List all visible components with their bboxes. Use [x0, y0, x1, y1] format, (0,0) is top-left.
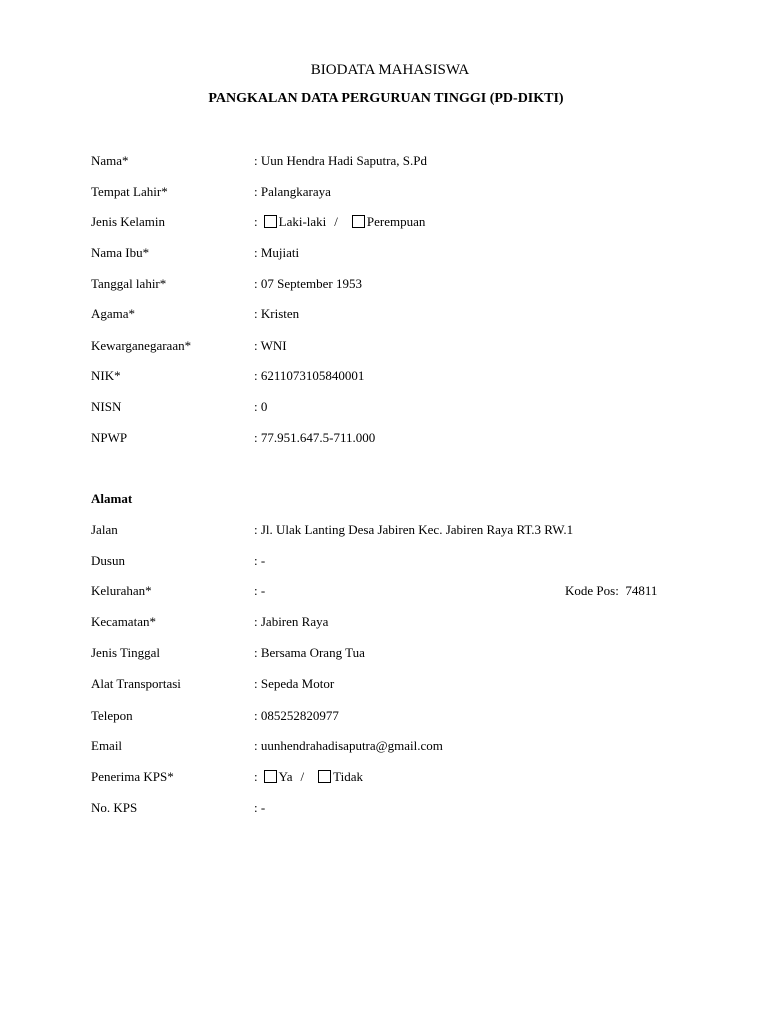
- field-value: : Jabiren Raya: [254, 614, 329, 629]
- field-label: Kewarganegaraan*: [91, 338, 192, 353]
- field-value: : 0: [254, 399, 268, 414]
- field-value: : Kristen: [254, 306, 300, 321]
- laki-laki-label: Laki-laki: [278, 214, 327, 229]
- field-label: Email: [91, 738, 123, 753]
- field-label: Dusun: [91, 553, 125, 568]
- field-email: [0, 737, 768, 755]
- field-value: : Mujiati: [254, 245, 300, 260]
- field-label: NIK*: [91, 368, 121, 383]
- field-penerima-kps: [0, 768, 768, 786]
- field-label: NISN: [91, 399, 122, 414]
- field-value: : Uun Hendra Hadi Saputra, S.Pd: [254, 153, 427, 168]
- colon: :: [254, 214, 258, 229]
- kode-pos: [565, 582, 657, 600]
- field-nik: [0, 367, 768, 385]
- gender-options: [254, 213, 425, 231]
- field-tempat-lahir: [0, 183, 768, 201]
- field-label: Nama*: [91, 153, 129, 168]
- document-title: BIODATA MAHASISWA: [310, 62, 470, 78]
- field-label: NPWP: [91, 430, 128, 445]
- field-jenis-kelamin: [0, 213, 768, 231]
- ya-checkbox[interactable]: [264, 770, 277, 783]
- tidak-checkbox[interactable]: [318, 770, 331, 783]
- field-value: : -: [254, 800, 266, 815]
- field-label: Kecamatan*: [91, 614, 156, 629]
- field-value: : -: [254, 583, 266, 598]
- field-value: : WNI: [254, 338, 287, 353]
- field-alat-transportasi: [0, 675, 768, 693]
- field-value: : Palangkaraya: [254, 184, 331, 199]
- field-dusun: [0, 552, 768, 570]
- field-value: : uunhendrahadisaputra@gmail.com: [254, 738, 443, 753]
- field-npwp: [0, 429, 768, 447]
- field-label: Telepon: [91, 708, 133, 723]
- document-subtitle: PANGKALAN DATA PERGURUAN TINGGI (PD-DIKTI): [208, 91, 564, 106]
- field-no-kps: [0, 799, 768, 817]
- field-label: Nama Ibu*: [91, 245, 150, 260]
- field-value: : Jl. Ulak Lanting Desa Jabiren Kec. Jabiren Raya RT.3 RW.1: [254, 522, 574, 537]
- field-label: No. KPS: [91, 800, 138, 815]
- ya-label: Ya: [278, 769, 293, 784]
- field-label: Tanggal lahir*: [91, 276, 167, 291]
- alamat-section: [0, 490, 768, 508]
- field-agama: [0, 305, 768, 323]
- field-value: : Bersama Orang Tua: [254, 645, 365, 660]
- field-label: Kelurahan*: [91, 583, 152, 598]
- field-label: Tempat Lahir*: [91, 184, 168, 199]
- field-kecamatan: [0, 613, 768, 631]
- field-label: Jalan: [91, 522, 118, 537]
- kps-options: [254, 768, 363, 786]
- field-nama-ibu: [0, 244, 768, 262]
- field-jalan: [0, 521, 768, 539]
- kode-pos-value: 74811: [625, 583, 658, 598]
- field-value: : 07 September 1953: [254, 276, 362, 291]
- perempuan-label: Perempuan: [366, 214, 426, 229]
- slash: /: [300, 769, 305, 784]
- field-label: Agama*: [91, 306, 136, 321]
- field-value: : 6211073105840001: [254, 368, 365, 383]
- field-label: Penerima KPS*: [91, 769, 174, 784]
- field-nisn: [0, 398, 768, 416]
- field-value: : -: [254, 553, 266, 568]
- field-telepon: [0, 707, 768, 725]
- tidak-label: Tidak: [333, 769, 363, 784]
- field-value: : Sepeda Motor: [254, 676, 335, 691]
- kode-pos-label: Kode Pos:: [565, 583, 619, 598]
- perempuan-checkbox[interactable]: [352, 215, 365, 228]
- field-value: : 085252820977: [254, 708, 339, 723]
- field-label: Jenis Kelamin: [91, 214, 166, 229]
- field-value: : 77.951.647.5-711.000: [254, 430, 376, 445]
- field-jenis-tinggal: [0, 644, 768, 662]
- field-kewarganegaraan: [0, 337, 768, 355]
- section-heading: Alamat: [91, 491, 133, 506]
- field-tanggal-lahir: [0, 275, 768, 293]
- field-label: Jenis Tinggal: [91, 645, 160, 660]
- slash: /: [334, 214, 338, 229]
- field-kelurahan: [0, 582, 768, 600]
- field-nama: [0, 152, 768, 170]
- laki-laki-checkbox[interactable]: [264, 215, 277, 228]
- field-label: Alat Transportasi: [91, 676, 181, 691]
- colon: :: [254, 769, 258, 784]
